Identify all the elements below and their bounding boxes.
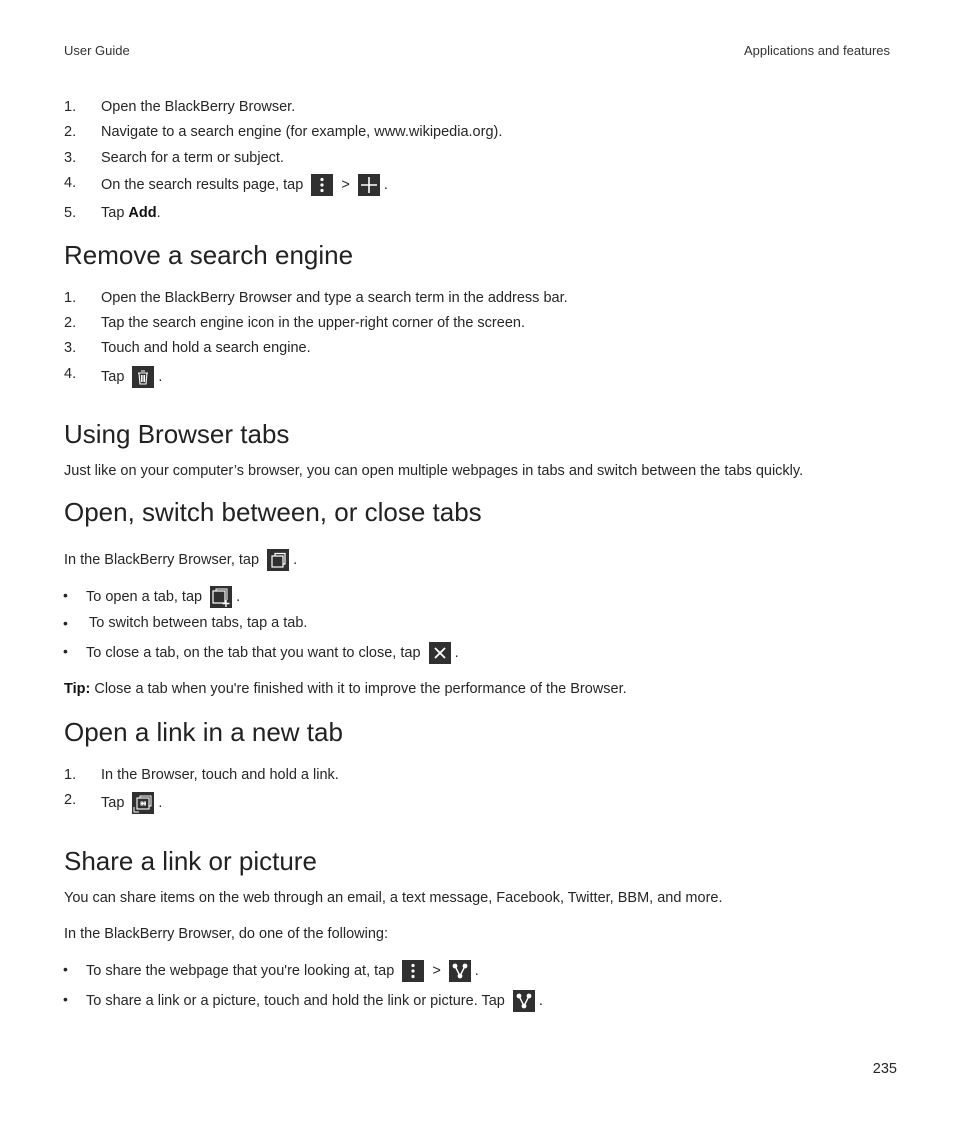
running-header-right: Applications and features (744, 43, 890, 58)
period: . (158, 368, 163, 385)
bullet-text: To share a link or a picture, touch and hold the link or picture. Tap (86, 992, 505, 1009)
period: . (293, 551, 298, 568)
heading-using-browser-tabs: Using Browser tabs (64, 419, 290, 449)
step-text: Open the BlackBerry Browser and type a search term in the address bar. (101, 290, 568, 306)
step-number: 1. (64, 99, 77, 115)
step-4-line (101, 174, 388, 196)
tip-text: Close a tab when you're finished with it to improve the performance of the Browser. (90, 681, 627, 697)
intro-text: In the BlackBerry Browser, tap (64, 551, 260, 568)
step-number: 2. (64, 792, 77, 808)
step-text: In the Browser, touch and hold a link. (101, 767, 339, 783)
bullet-text: To switch between tabs, tap a tab. (89, 615, 308, 631)
bullet-open-tab (86, 586, 240, 608)
step-number: 3. (64, 340, 77, 356)
bullet: • (63, 643, 68, 659)
tip-label: Tip: (64, 681, 91, 697)
period: . (454, 644, 459, 661)
step-number: 5. (64, 205, 77, 221)
add-label: Add (128, 205, 157, 221)
tip-note (64, 681, 627, 697)
step-number: 4. (64, 366, 77, 382)
period: . (158, 794, 163, 811)
bullet: • (63, 615, 68, 631)
bullet-text: To open a tab, tap (86, 588, 203, 605)
bullet: • (63, 587, 68, 603)
step-number: 1. (64, 290, 77, 306)
step-text: Tap (101, 794, 125, 811)
separator: > (432, 962, 441, 979)
tabs-intro: Just like on your computer’s browser, you can open multiple webpages in tabs and switch between the tabs quickly. (64, 463, 804, 479)
bullet-share-link (86, 990, 543, 1012)
step-text: Search for a term or subject. (101, 150, 284, 166)
step-text: Tap (101, 368, 125, 385)
step-text: Tap the search engine icon in the upper-right corner of the screen. (101, 315, 525, 331)
step-number: 2. (64, 124, 77, 140)
period: . (538, 992, 543, 1009)
period: . (383, 176, 388, 193)
bullet-share-webpage (86, 960, 479, 982)
more-menu-icon (402, 960, 424, 982)
period: . (474, 962, 479, 979)
heading-open-switch-close-tabs: Open, switch between, or close tabs (64, 497, 482, 527)
new-tab-icon (210, 586, 232, 608)
separator: > (341, 176, 350, 193)
open-switch-intro (64, 549, 297, 571)
step-5-line (101, 205, 161, 221)
step-number: 2. (64, 315, 77, 331)
step-number: 3. (64, 150, 77, 166)
plus-icon (358, 174, 380, 196)
step-4-line (101, 366, 162, 388)
heading-share-link-picture: Share a link or picture (64, 846, 317, 876)
heading-open-link-new-tab: Open a link in a new tab (64, 717, 343, 747)
step-text: On the search results page, tap (101, 176, 304, 193)
step-text: Touch and hold a search engine. (101, 340, 311, 356)
period: . (236, 588, 241, 605)
close-icon (429, 642, 451, 664)
step-text: Tap (101, 205, 129, 221)
bullet-close-tab (86, 642, 459, 664)
bullet-text: To share the webpage that you're looking at, tap (86, 962, 395, 979)
step-2-line (101, 792, 162, 814)
more-menu-icon (311, 174, 333, 196)
share-instructions: In the BlackBerry Browser, do one of the following: (64, 926, 389, 942)
open-in-new-tab-icon (132, 792, 154, 814)
page-number: 235 (872, 1061, 897, 1077)
running-header-left: User Guide (64, 43, 130, 58)
heading-remove-search-engine: Remove a search engine (64, 240, 354, 270)
step-text: Open the BlackBerry Browser. (101, 99, 296, 115)
bullet-text: To close a tab, on the tab that you want to close, tap (86, 644, 421, 661)
period: . (156, 205, 161, 221)
tabs-icon (267, 549, 289, 571)
trash-icon (132, 366, 154, 388)
step-number: 1. (64, 767, 77, 783)
bullet: • (63, 961, 68, 977)
bullet: • (63, 991, 68, 1007)
share-icon (513, 990, 535, 1012)
share-icon (449, 960, 471, 982)
share-intro: You can share items on the web through an email, a text message, Facebook, Twitter, BBM, and more. (64, 890, 723, 906)
step-text: Navigate to a search engine (for example, www.wikipedia.org). (101, 124, 503, 140)
step-number: 4. (64, 175, 77, 191)
